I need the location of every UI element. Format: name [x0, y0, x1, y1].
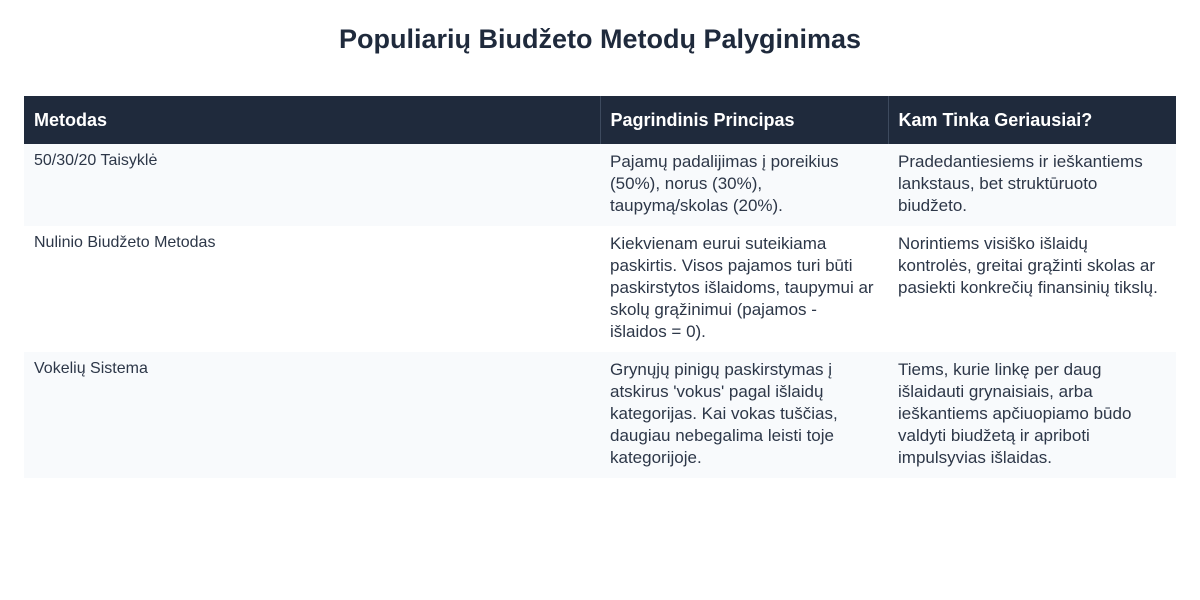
table-row: [24, 144, 1176, 226]
header-row: [24, 96, 1176, 144]
header-principle: Pagrindinis Principas: [600, 96, 888, 144]
cell-method: Vokelių Sistema: [24, 352, 600, 478]
cell-best-for: Pradedantiesiems ir ieškantiems lankstaus, bet struktūruoto biudžeto.: [888, 144, 1176, 226]
header-method: Metodas: [24, 96, 600, 144]
cell-best-for: Tiems, kurie linkę per daug išlaidauti grynaisiais, arba ieškantiems apčiuopiamo būdo valdyti biudžetą ir apriboti impulsyvias išlaidas.: [888, 352, 1176, 478]
cell-best-for: Norintiems visiško išlaidų kontrolės, greitai grąžinti skolas ar pasiekti konkrečių finansinių tikslų.: [888, 226, 1176, 352]
cell-principle: Kiekvienam eurui suteikiama paskirtis. Visos pajamos turi būti paskirstytos išlaidoms, taupymui ar skolų grąžinimui (pajamos - išlaidos = 0).: [600, 226, 888, 352]
cell-principle: Grynųjų pinigų paskirstymas į atskirus 'vokus' pagal išlaidų kategorijas. Kai vokas tuščias, daugiau nebegalima leisti toje kategorijoje.: [600, 352, 888, 478]
table-row: [24, 352, 1176, 478]
page-title: Populiarių Biudžeto Metodų Palyginimas: [338, 24, 862, 54]
header-best-for: Kam Tinka Geriausiai?: [888, 96, 1176, 144]
table-header: [24, 96, 1176, 144]
cell-principle: Pajamų padalijimas į poreikius (50%), norus (30%), taupymą/skolas (20%).: [600, 144, 888, 226]
table-row: [24, 226, 1176, 352]
cell-method: Nulinio Biudžeto Metodas: [24, 226, 600, 352]
cell-method: 50/30/20 Taisyklė: [24, 144, 600, 226]
comparison-table: [24, 96, 1176, 478]
table-body: [24, 144, 1176, 478]
